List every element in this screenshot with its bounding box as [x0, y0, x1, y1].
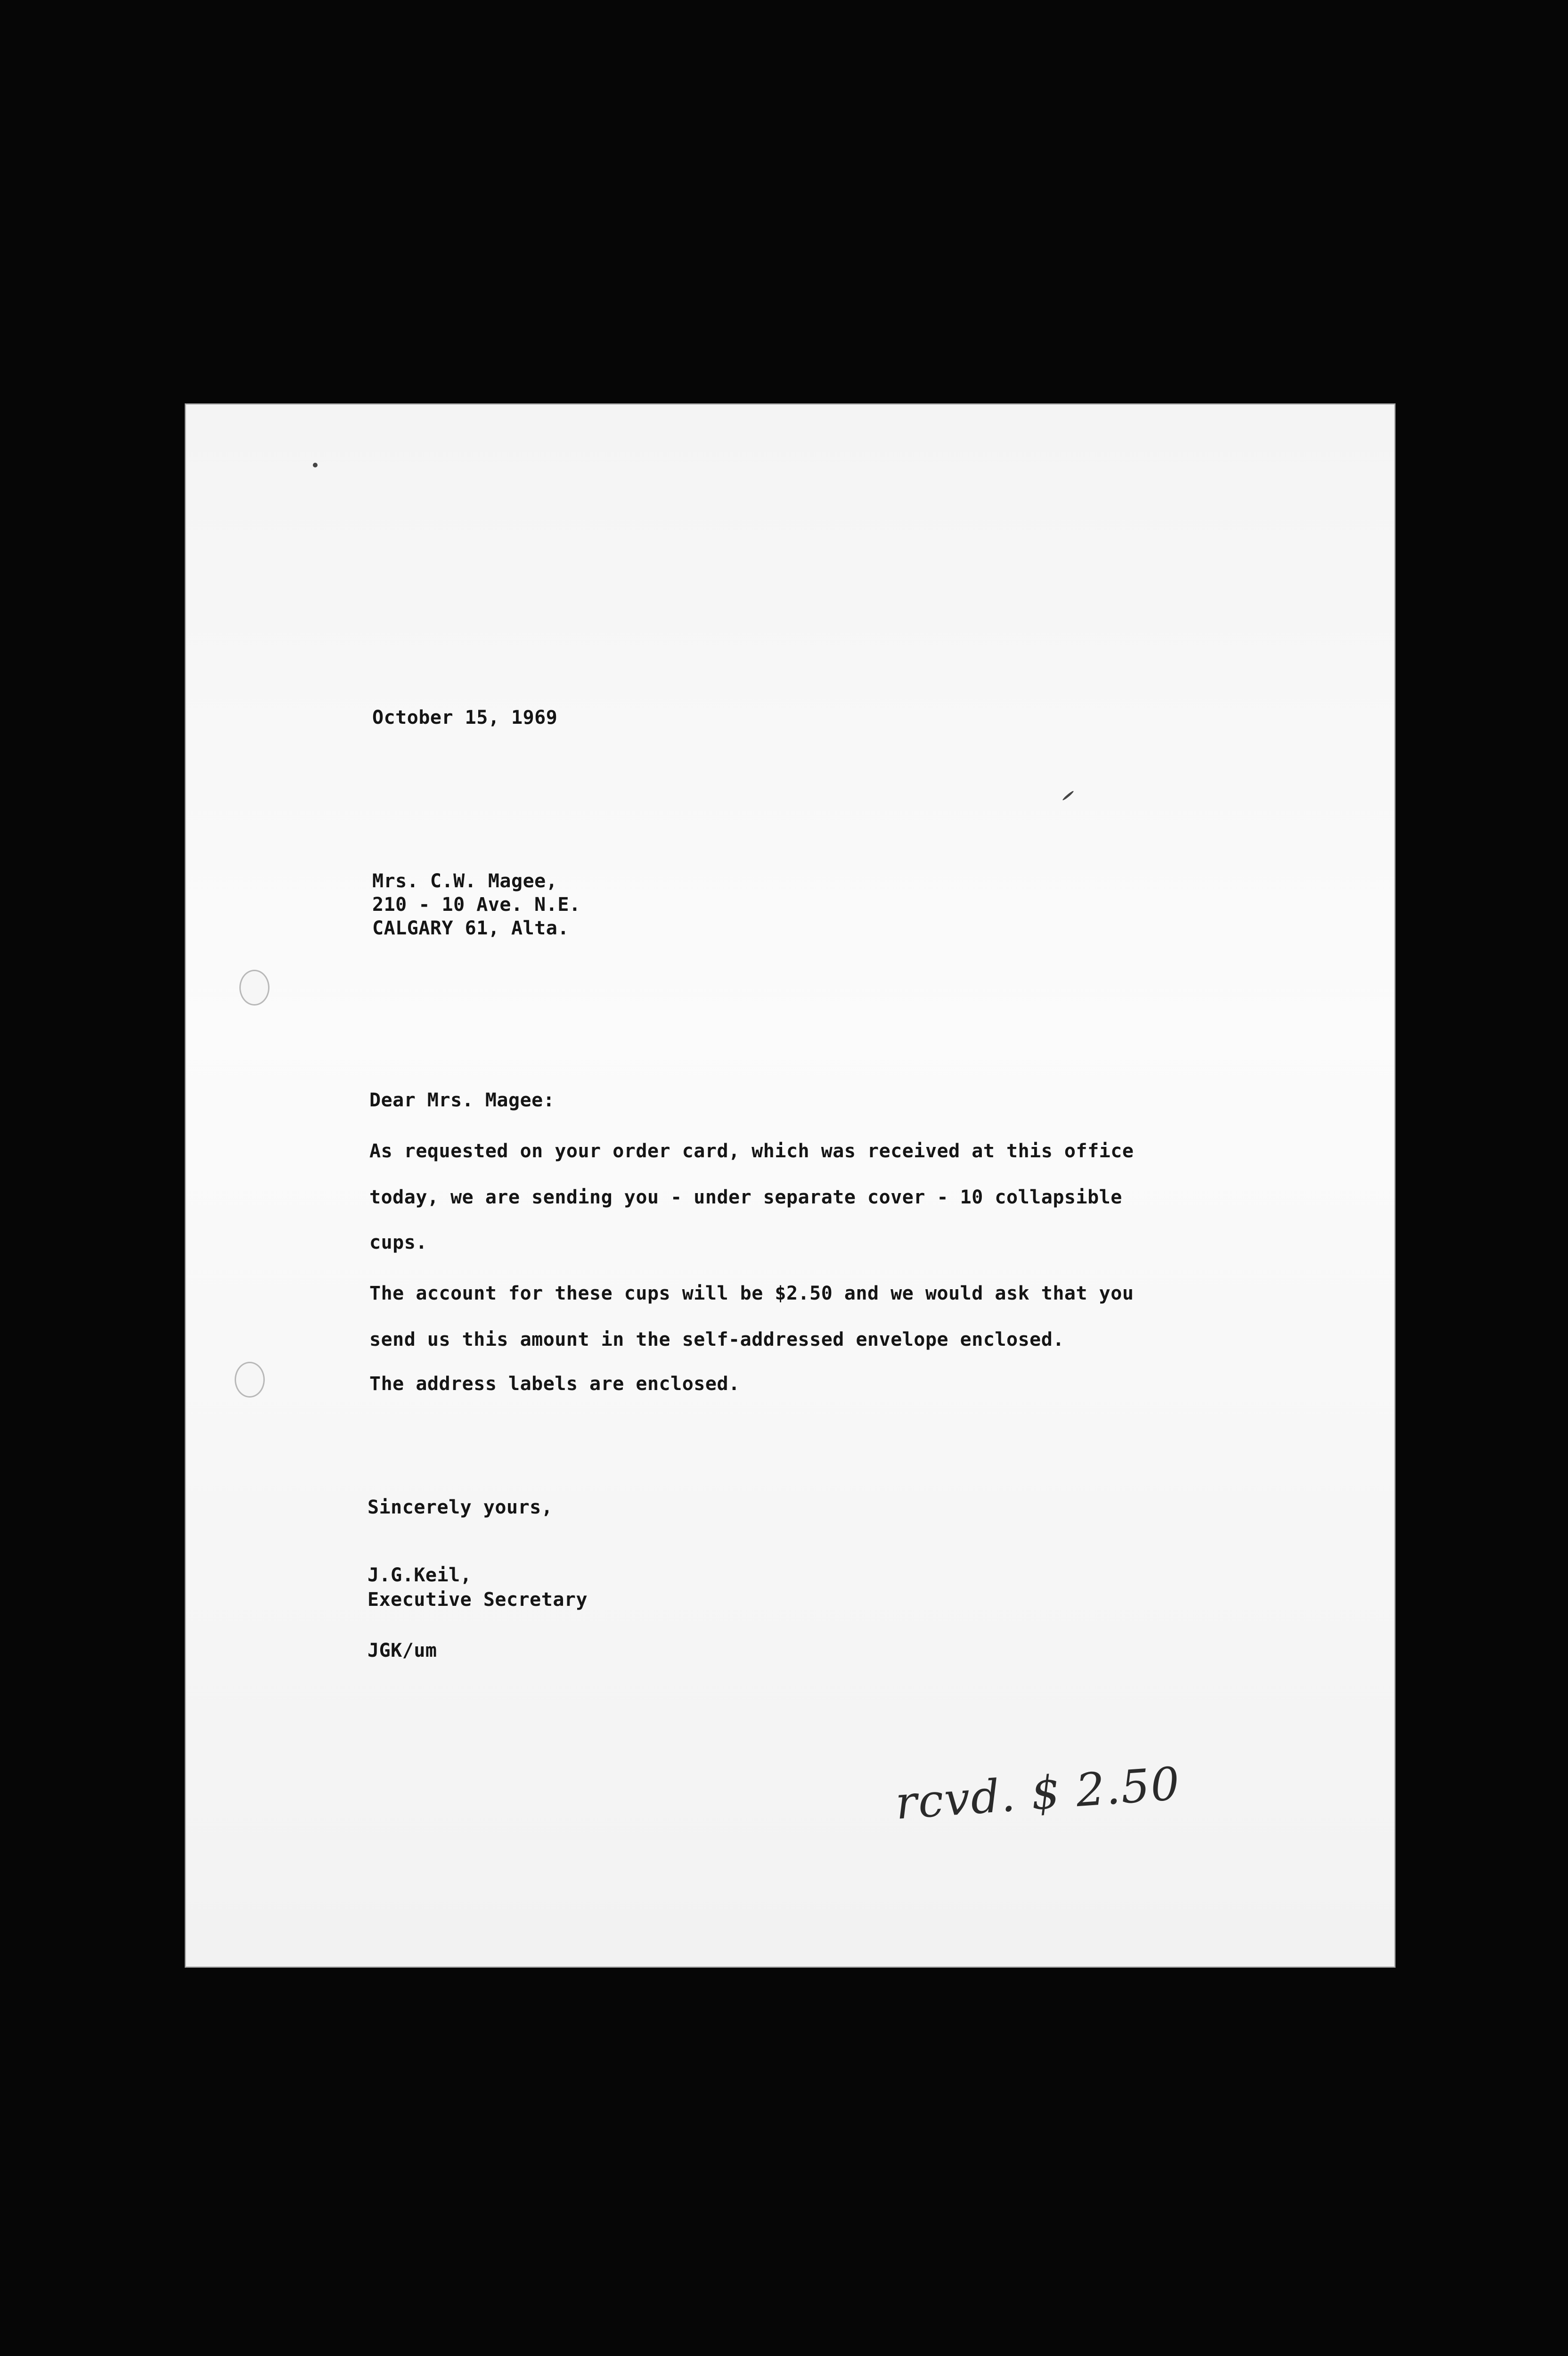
letter-page [185, 403, 1396, 1968]
handwritten-note: rcvd. $ 2.50 [893, 1757, 1182, 1830]
body-line: The account for these cups will be $2.50 and we would ask that you [369, 1283, 1134, 1304]
signer-title: Executive Secretary [368, 1589, 588, 1611]
body-line: The address labels are enclosed. [369, 1373, 740, 1395]
recipient-line: 210 - 10 Ave. N.E. [372, 894, 581, 916]
signer-name: J.G.Keil, [368, 1564, 472, 1586]
recipient-line: CALGARY 61, Alta. [372, 917, 569, 939]
body-line: As requested on your order card, which was received at this office [369, 1140, 1134, 1162]
punch-hole [235, 1362, 265, 1398]
dust-speck [313, 463, 318, 467]
recipient-line: Mrs. C.W. Magee, [372, 870, 558, 892]
body-line: cups. [369, 1232, 427, 1253]
body-line: today, we are sending you - under separate cover - 10 collapsible [369, 1186, 1122, 1208]
reference-initials: JGK/um [368, 1640, 437, 1661]
punch-hole [239, 970, 270, 1006]
recipient-address [372, 869, 580, 940]
closing: Sincerely yours, [368, 1497, 553, 1518]
salutation: Dear Mrs. Magee: [369, 1089, 555, 1111]
letter-date: October 15, 1969 [372, 707, 558, 728]
body-line: send us this amount in the self-addressed envelope enclosed. [369, 1329, 1064, 1350]
